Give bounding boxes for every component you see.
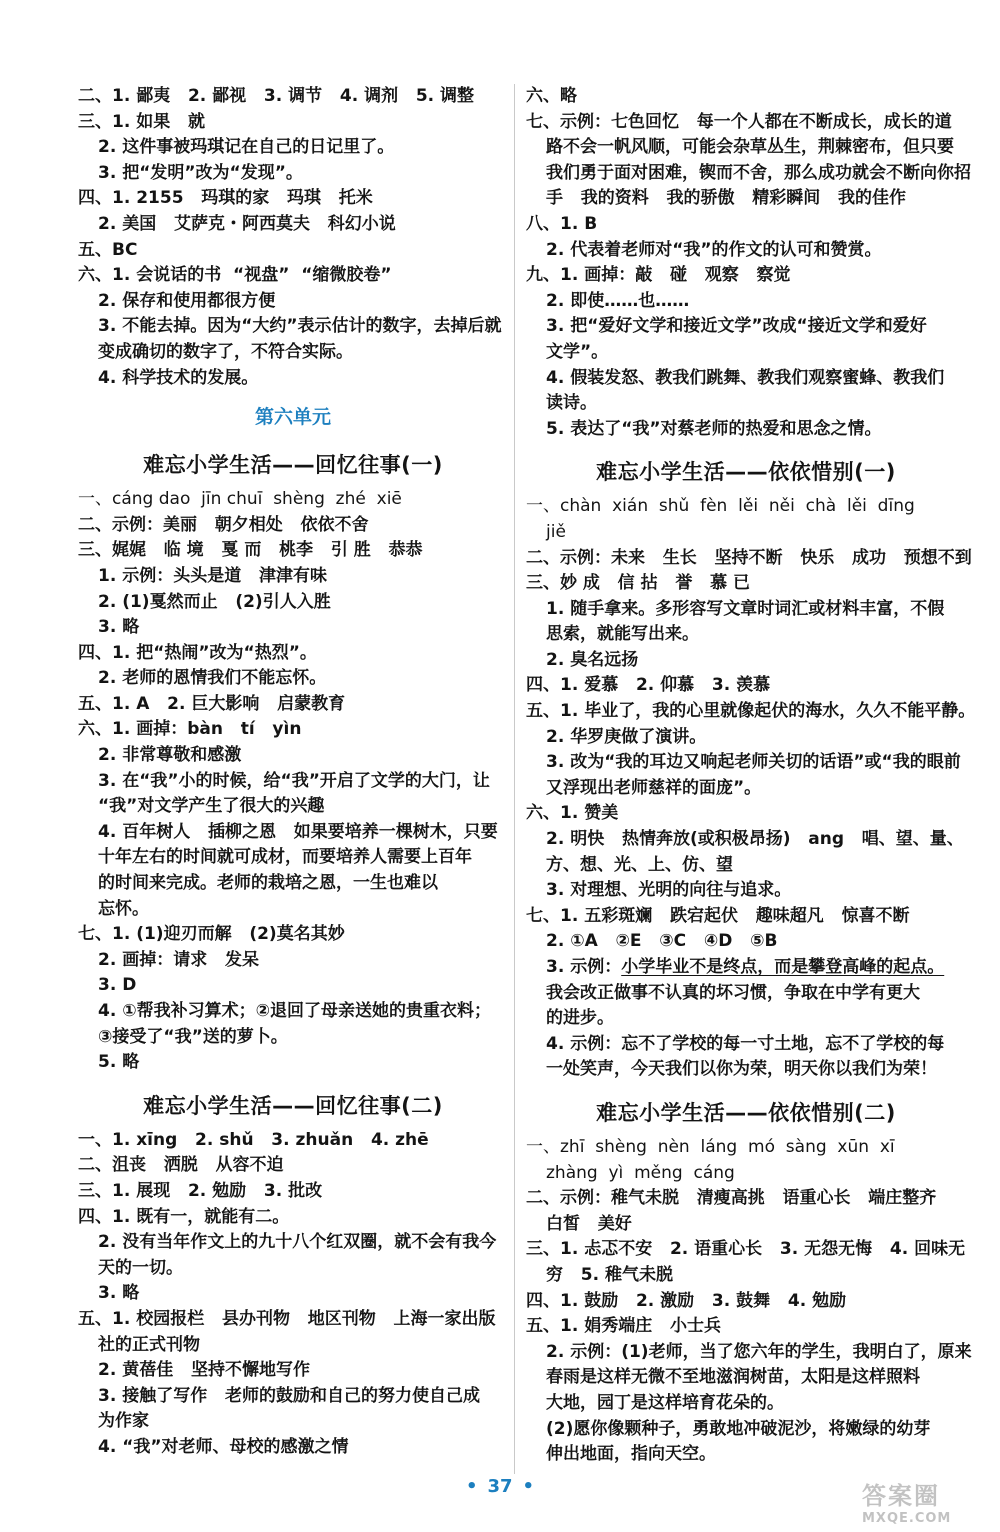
answer-line: 的时间来完成。老师的栽培之恩，一生也难以 <box>98 873 438 894</box>
answer-line: 为作家 <box>98 1411 149 1432</box>
answer-line: 三、1. 如果 就 <box>78 111 205 132</box>
answer-line: 4. 百年树人 插柳之恩 如果要培养一棵树木，只要 <box>98 821 498 842</box>
answer-line: 3. 略 <box>98 617 140 638</box>
section-title: 难忘小学生活——回忆往事(二) <box>143 1093 443 1118</box>
answer-line: 3. 把“发明”改为“发现”。 <box>98 162 303 183</box>
answer-line: 方、想、光、上、仿、望 <box>546 854 733 875</box>
answer-line: 五、1. A 2. 巨大影响 启蒙教育 <box>78 693 346 714</box>
answer-line: 天的一切。 <box>98 1257 183 1278</box>
left-column <box>78 84 508 1461</box>
answer-line: 2. 保存和使用都很方便 <box>98 290 276 311</box>
answer-line: 1. 示例：头头是道 津津有味 <box>98 565 327 586</box>
answer-line: 我们勇于面对困难，锲而不舍，那么成功就会不断向你招 <box>546 162 971 183</box>
answer-line: 四、1. 把“热闹”改为“热烈”。 <box>78 642 317 663</box>
answer-line: zhàng yì měng cáng <box>546 1162 735 1183</box>
answer-line: 四、1. 2155 玛琪的家 玛琪 托米 <box>78 188 373 209</box>
answer-line: 二、沮丧 洒脱 从容不迫 <box>78 1155 284 1176</box>
answer-line: 2. 示例：(1)老师，当了您六年的学生，我明白了，原来 <box>546 1341 972 1362</box>
answer-line: 三、1. 展现 2. 勉励 3. 批改 <box>78 1180 323 1201</box>
answer-line: 2. 华罗庚做了演讲。 <box>546 726 707 747</box>
section-title: 难忘小学生活——回忆往事(一) <box>143 453 443 478</box>
answer-line: 4. “我”对老师、母校的感激之情 <box>98 1436 349 1457</box>
answer-line: 我会改正做事不认真的坏习惯，争取在中学有更大 <box>546 982 920 1003</box>
answer-line: 一、zhī shèng nèn láng mó sàng xūn xī <box>526 1136 895 1157</box>
answer-line: 一、1. xīng 2. shǔ 3. zhuǎn 4. zhē <box>78 1129 429 1150</box>
answer-line: 3. 在“我”小的时候，给“我”开启了文学的大门，让 <box>98 770 490 791</box>
answer-line: 六、1. 赞美 <box>526 803 619 824</box>
watermark-logo-text: 答案圈 <box>862 1482 940 1510</box>
answer-line: 七、1. 五彩斑斓 跌宕起伏 趣味超凡 惊喜不断 <box>526 905 910 926</box>
answer-line: 2. 臭名远扬 <box>546 649 639 670</box>
column-divider <box>514 84 515 1474</box>
answer-line: 2. 这件事被玛琪记在自己的日记里了。 <box>98 137 395 158</box>
answer-line: 六、略 <box>526 86 577 106</box>
answer-line: 六、1. 会说话的书 “视盘” “缩微胶卷” <box>78 265 392 286</box>
answer-line: 又浮现出老师慈祥的面庞”。 <box>546 777 762 798</box>
watermark-url: MXQE.COM <box>862 1511 952 1526</box>
answer-line: 穷 5. 稚气未脱 <box>546 1264 673 1285</box>
answer-line: 2. 黄蓓佳 坚持不懈地写作 <box>98 1360 310 1381</box>
answer-line: 1. 随手拿来。多形容写文章时词汇或材料丰富，不假 <box>546 598 945 619</box>
answer-line <box>526 955 966 981</box>
answer-line: 白皙 美好 <box>546 1213 632 1234</box>
answer-line: 三、娓娓 临 境 戛 而 桃李 引 胜 恭恭 <box>78 540 423 561</box>
unit-title: 第六单元 <box>254 406 331 429</box>
answer-line: 一、cáng dao jīn chuī shèng zhé xiē <box>78 489 402 510</box>
answer-line: 五、1. 娟秀端庄 小士兵 <box>526 1316 721 1337</box>
answer-line: 2. (1)戛然而止 (2)引人入胜 <box>98 591 331 612</box>
answer-line: 3. 对理想、光明的向往与追求。 <box>546 880 792 901</box>
answer-line: jiě <box>546 521 566 542</box>
answer-line: 2. 美国 艾萨克・阿西莫夫 科幻小说 <box>98 213 396 234</box>
answer-line: 读诗。 <box>546 393 597 414</box>
answer-line: 2. 明快 热情奔放(或积极昂扬) ang 唱、望、量、 <box>546 829 964 850</box>
section-title: 难忘小学生活——依依惜别(二) <box>596 1100 896 1125</box>
answer-line: 2. 老师的恩情我们不能忘怀。 <box>98 668 327 689</box>
answer-line: “我”对文学产生了很大的兴趣 <box>98 796 325 817</box>
answer-line: 3. 不能去掉。因为“大约”表示估计的数字，去掉后就 <box>98 316 502 337</box>
section-title: 难忘小学生活——依依惜别(一) <box>596 460 896 485</box>
answer-line: 5. 略 <box>98 1052 140 1073</box>
answer-line: 三、妙 成 信 拈 誉 慕 已 <box>526 573 751 594</box>
answer-line: 三、1. 忐忑不安 2. 语重心长 3. 无怨无悔 4. 回味无 <box>526 1239 966 1260</box>
answer-line: 社的正式刊物 <box>98 1334 200 1355</box>
answer-line: 4. 科学技术的发展。 <box>98 367 259 388</box>
answer-line: 2. 代表着老师对“我”的作文的认可和赞赏。 <box>546 239 882 260</box>
answer-line: 二、示例：稚气未脱 清瘦高挑 语重心长 端庄整齐 <box>526 1188 937 1209</box>
answer-line: 五、1. 毕业了，我的心里就像起伏的海水，久久不能平静。 <box>526 701 976 722</box>
answer-line: 大地，园丁是这样培育花朵的。 <box>546 1392 784 1413</box>
answer-line: 九、1. 画掉：敲 碰 观察 察觉 <box>526 265 791 286</box>
answer-line: 二、示例：未来 生长 坚持不断 快乐 成功 预想不到 <box>526 547 972 568</box>
example-label: 3. 示例： <box>546 957 622 977</box>
answer-line: 一、chàn xián shǔ fèn lěi něi chà lěi dīng <box>526 496 915 517</box>
answer-line: 2. ①A ②E ③C ④D ⑤B <box>546 931 778 952</box>
page-number-value: 37 <box>487 1476 513 1497</box>
answer-line: 手 我的资料 我的骄傲 精彩瞬间 我的佳作 <box>546 188 907 209</box>
answer-line: 五、1. 校园报栏 县办刊物 地区刊物 上海一家出版 <box>78 1308 496 1329</box>
answer-line: 4. 示例：忘不了学校的每一寸土地，忘不了学校的每 <box>546 1033 945 1054</box>
answer-line: 2. 画掉：请求 发呆 <box>98 949 259 970</box>
answer-line: 八、1. B <box>526 213 598 234</box>
answer-line: 七、1. (1)迎刃而解 (2)莫名其妙 <box>78 924 345 945</box>
right-column <box>526 84 976 1468</box>
site-watermark <box>862 1476 988 1526</box>
underlined-example: 小学毕业不是终点，而是攀登高峰的起点。 <box>621 957 945 977</box>
answer-line: 思索，就能写出来。 <box>546 624 699 645</box>
answer-line: 忘怀。 <box>98 898 149 919</box>
answer-line: 3. 把“爱好文学和接近文学”改成“接近文学和爱好 <box>546 316 927 337</box>
answer-line: 2. 即使……也…… <box>546 290 690 311</box>
answer-line: 六、1. 画掉：bàn tí yìn <box>78 719 302 740</box>
answer-line: 变成确切的数字了，不符合实际。 <box>98 341 353 362</box>
answer-line: 四、1. 既有一，就能有二。 <box>78 1206 290 1227</box>
answer-line: 4. 假装发怒、教我们跳舞、教我们观察蜜蜂、教我们 <box>546 367 945 388</box>
answer-line: 路不会一帆风顺，可能会杂草丛生，荆棘密布，但只要 <box>546 137 954 158</box>
answer-line: 十年左右的时间就可成材，而要培养人需要上百年 <box>98 847 472 868</box>
answer-line: 七、示例：七色回忆 每一个人都在不断成长，成长的道 <box>526 111 952 132</box>
answer-line: (2)愿你像颗种子，勇敢地冲破泥沙，将嫩绿的幼芽 <box>546 1418 931 1439</box>
answer-line: 4. ①帮我补习算术；②退回了母亲送她的贵重衣料； <box>98 1001 491 1021</box>
answer-line: 2. 非常尊敬和感激 <box>98 745 242 766</box>
answer-line: 二、1. 鄙夷 2. 鄙视 3. 调节 4. 调剂 5. 调整 <box>78 86 475 106</box>
page-number <box>0 1476 1000 1497</box>
answer-line: 2. 没有当年作文上的九十八个红双圈，就不会有我今 <box>98 1232 497 1253</box>
answer-line: 3. 略 <box>98 1283 140 1304</box>
answer-line: 春雨是这样无微不至地滋润树苗，太阳是这样照料 <box>546 1367 920 1388</box>
answer-line: 3. 改为“我的耳边又响起老师关切的话语”或“我的眼前 <box>546 752 961 773</box>
answer-line: 的进步。 <box>546 1008 614 1029</box>
answer-line: 二、示例：美丽 朝夕相处 依依不舍 <box>78 514 369 535</box>
answer-line: 5. 表达了“我”对蔡老师的热爱和思念之情。 <box>546 418 882 439</box>
page-number-dot: • <box>522 1476 535 1497</box>
answer-line: 一处笑声，今天我们以你为荣，明天你以我们为荣！ <box>546 1059 937 1080</box>
answer-line: 四、1. 爱慕 2. 仰慕 3. 羡慕 <box>526 675 771 696</box>
answer-line: 3. D <box>98 975 137 996</box>
answer-line: ③接受了“我”送的萝卜。 <box>98 1026 288 1047</box>
answer-line: 3. 接触了写作 老师的鼓励和自己的努力使自己成 <box>98 1385 480 1406</box>
answer-line: 五、BC <box>78 239 138 260</box>
answer-line: 伸出地面，指向天空。 <box>546 1444 716 1465</box>
answer-line: 四、1. 鼓励 2. 激励 3. 鼓舞 4. 勉励 <box>526 1290 847 1311</box>
answer-line: 文学”。 <box>546 341 609 362</box>
page-number-dot: • <box>465 1476 478 1497</box>
